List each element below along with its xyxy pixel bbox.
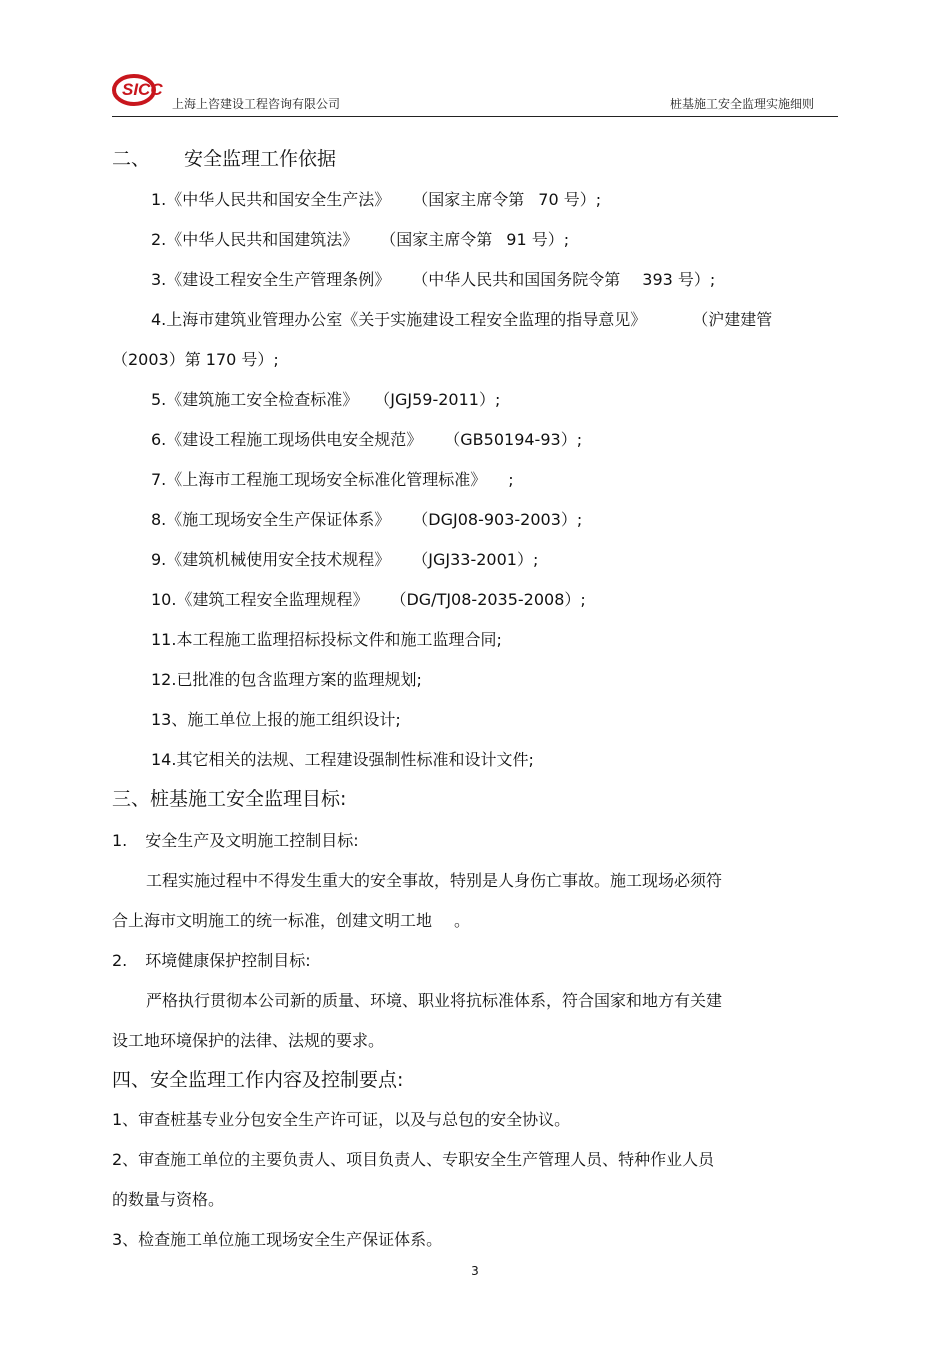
goal-2-title: 环境健康保护控制目标:	[145, 951, 311, 970]
header-divider	[112, 116, 838, 117]
basis-item-10-title: 10.《建筑工程安全监理规程》	[151, 590, 369, 609]
basis-item-1-title: 1.《中华人民共和国安全生产法》	[151, 190, 391, 209]
section-2-heading	[112, 147, 336, 171]
basis-item-6	[151, 430, 582, 450]
basis-item-5-title: 5.《建筑施工安全检查标准》	[151, 390, 359, 409]
basis-item-11: 11.本工程施工监理招标投标文件和施工监理合同;	[151, 630, 502, 649]
basis-item-2-title: 2.《中华人民共和国建筑法》	[151, 230, 359, 249]
page-header	[112, 70, 838, 118]
document-title: 桩基施工安全监理实施细则	[669, 97, 814, 111]
basis-item-6-title: 6.《建设工程施工现场供电安全规范》	[151, 430, 423, 449]
control-point-2-line-1: 2、审查施工单位的主要负责人、项目负责人、专职安全生产管理人员、特种作业人员	[112, 1150, 715, 1169]
basis-item-4	[151, 310, 772, 330]
goal-1-title: 安全生产及文明施工控制目标:	[145, 831, 359, 850]
section-3-heading: 三、桩基施工安全监理目标:	[112, 788, 347, 810]
basis-item-14: 14.其它相关的法规、工程建设强制性标准和设计文件;	[151, 750, 534, 769]
goal-1-paragraph-end: 。	[454, 911, 471, 930]
basis-item-2	[151, 230, 569, 250]
goal-2-paragraph-line-2: 设工地环境保护的法律、法规的要求。	[112, 1031, 385, 1050]
goal-1-paragraph-line-2	[112, 911, 470, 931]
basis-item-7-punct: ;	[508, 470, 514, 489]
basis-item-3	[151, 270, 715, 290]
control-point-1: 1、审查桩基专业分包安全生产许可证，以及与总包的安全协议。	[112, 1110, 571, 1129]
basis-item-13: 13、施工单位上报的施工组织设计;	[151, 710, 401, 729]
basis-item-9	[151, 550, 538, 570]
goal-1-number: 1.	[112, 831, 128, 850]
svg-text:SICC: SICC	[122, 80, 163, 99]
control-point-3: 3、检查施工单位施工现场安全生产保证体系。	[112, 1230, 443, 1249]
basis-item-7	[151, 470, 514, 490]
basis-item-1-source: （国家主席令第	[412, 190, 525, 209]
section-2-title: 安全监理工作依据	[184, 148, 337, 170]
sicc-logo	[112, 70, 172, 106]
section-2-number: 二、	[112, 148, 151, 170]
basis-item-4-continued: （2003）第 170 号）;	[112, 350, 279, 369]
basis-item-3-title: 3.《建设工程安全生产管理条例》	[151, 270, 391, 289]
page-number: 3	[471, 1264, 479, 1278]
goal-2-paragraph-line-1: 严格执行贯彻本公司新的质量、环境、职业将抗标准体系，符合国家和地方有关建	[146, 991, 723, 1010]
goal-2-heading	[112, 951, 311, 971]
goal-1-paragraph-text: 合上海市文明施工的统一标准，创建文明工地	[112, 911, 433, 930]
basis-item-4-source: （沪建建管	[692, 310, 773, 329]
company-name: 上海上咨建设工程咨询有限公司	[172, 97, 341, 111]
goal-1-heading	[112, 831, 359, 851]
basis-item-2-source: （国家主席令第	[380, 230, 493, 249]
basis-item-9-code: （JGJ33-2001）;	[412, 550, 539, 569]
control-point-2-line-2: 的数量与资格。	[112, 1190, 225, 1209]
basis-item-4-title: 4.上海市建筑业管理办公室《关于实施建设工程安全监理的指导意见》	[151, 310, 647, 329]
basis-item-8	[151, 510, 582, 530]
basis-item-8-title: 8.《施工现场安全生产保证体系》	[151, 510, 391, 529]
basis-item-7-title: 7.《上海市工程施工现场安全标准化管理标准》	[151, 470, 487, 489]
basis-item-9-title: 9.《建筑机械使用安全技术规程》	[151, 550, 391, 569]
goal-2-number: 2.	[112, 951, 128, 970]
basis-item-10	[151, 590, 586, 610]
basis-item-8-code: （DGJ08-903-2003）;	[412, 510, 583, 529]
basis-item-6-code: （GB50194-93）;	[444, 430, 583, 449]
section-4-heading: 四、安全监理工作内容及控制要点:	[112, 1069, 404, 1091]
basis-item-3-source: （中华人民共和国国务院令第	[412, 270, 621, 289]
basis-item-3-number: 393 号）;	[642, 270, 716, 289]
goal-1-paragraph-line-1: 工程实施过程中不得发生重大的安全事故，特别是人身伤亡事故。施工现场必须符	[146, 871, 723, 890]
basis-item-1-number: 70 号）;	[538, 190, 602, 209]
basis-item-2-number: 91 号）;	[506, 230, 570, 249]
basis-item-12: 12.已批准的包含监理方案的监理规划;	[151, 670, 422, 689]
basis-item-5	[151, 390, 500, 410]
basis-item-10-code: （DG/TJ08-2035-2008）;	[390, 590, 586, 609]
basis-item-5-code: （JGJ59-2011）;	[374, 390, 501, 409]
basis-item-1	[151, 190, 601, 210]
